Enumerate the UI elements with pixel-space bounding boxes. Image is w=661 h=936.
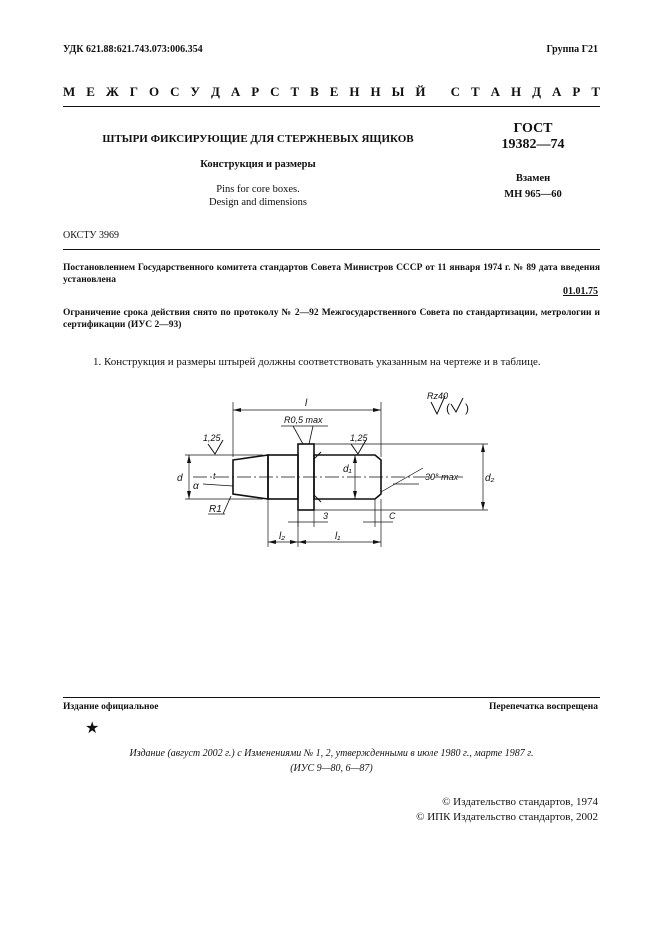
band-letter: Д [532,84,542,99]
band-letter [436,84,439,100]
band-letter: С [270,84,280,99]
band-letter: У [190,84,200,99]
band-letter: С [170,84,180,99]
band-letter: Е [86,84,95,99]
title-en-line1: Pins for core boxes. [216,184,300,195]
dim-t: t [213,471,216,481]
copyright-block [416,795,598,825]
band-letter: С [450,84,461,99]
star-icon: ★ [85,720,100,737]
band-letter: Т [471,84,480,99]
band-letter: Г [129,84,138,99]
dim-c: C [389,511,396,521]
band-letter: Р [572,84,581,99]
roughness-right: 1,25 [350,433,368,443]
band-letter: М [63,84,76,99]
chamfer-angle: 30° max [425,472,459,482]
band-letter: Т [290,84,300,99]
svg-text:(: ( [446,401,450,415]
copyright-1: © Издательство стандартов, 1974 [442,796,598,808]
footer-rule [63,697,600,698]
band-letter: Д [210,84,220,99]
standard-title-en [63,183,453,209]
dim-three: 3 [323,511,329,521]
dim-d: d [177,473,183,484]
edition-line2: (ИУС 9—80, 6—87) [290,763,373,774]
gost-code: 19382—74 [501,137,565,152]
band-letter: Н [349,84,360,99]
angle-alpha: α [193,481,199,492]
limitation-text: Ограничение срока действия снято по протоколу № 2—92 Межгосударственного Совета по стандартизации, метрологии и сертификации (ИУС 2—93) [63,308,600,330]
udk-code: УДК 621.88:621.743.073:006.354 [63,44,203,55]
copyright-2: © ИПК Издательство стандартов, 2002 [416,811,598,823]
paragraph-1: 1. Конструкция и размеры штырей должны соответствовать указанным на чертеже и в таблице. [93,356,541,368]
band-letter: Н [370,84,381,99]
dim-l2: l₂ [279,531,286,542]
reprint-prohibited: Перепечатка воспрещена [488,702,598,712]
gost-label: ГОСТ [513,121,553,136]
band-letter: Т [591,84,600,99]
gost-number [478,121,588,153]
pin-drawing [163,382,503,552]
fillet-radius: R0,5 max [284,415,323,425]
replaces-code: МН 965—60 [504,189,562,200]
roughness-left: 1,25 [203,433,221,443]
official-edition: Издание официальное [63,702,159,712]
band-letter: Ы [391,84,405,99]
dim-d2: d₂ [485,473,495,484]
band-letter: Н [511,84,522,99]
svg-text:): ) [465,401,469,415]
band-letter: А [230,84,241,99]
band-letter: В [310,84,319,99]
interstate-standard-band [63,84,600,100]
band-letter: Е [329,84,339,99]
okstu-code: ОКСТУ 3969 [63,230,120,241]
band-letter: Ж [105,84,119,99]
band-letter: Р [251,84,260,99]
header-rule [63,106,600,107]
roughness-general: Rz40 [427,391,449,401]
group-code: Группа Г21 [546,44,598,55]
dim-d1: d₁ [343,464,352,475]
title-en-line2: Design and dimensions [209,197,307,208]
replaces-block [478,171,588,203]
band-letter: А [490,84,501,99]
edition-line1: Издание (август 2002 г.) с Изменениями № 1, 2, утвержденными в июле 1980 г., марте 1987 г. [129,748,534,759]
band-letter: О [148,84,160,99]
dim-l: l [305,398,308,409]
okstu-rule [63,249,600,250]
band-letter: А [552,84,562,99]
band-letter: Й [415,84,426,99]
standard-subtitle: Конструкция и размеры [200,159,316,170]
radius-r1: R1 [209,504,222,515]
dim-l1: l₁ [335,531,341,542]
decree-text: Постановлением Государственного комитета стандартов Совета Министров СССР от 11 января 1974 г. № 89 дата введения установлена [63,263,600,285]
standard-title: ШТЫРИ ФИКСИРУЮЩИЕ ДЛЯ СТЕРЖНЕВЫХ ЯЩИКОВ [102,133,414,145]
effective-date: 01.01.75 [563,286,598,297]
replaces-label: Взамен [515,173,551,184]
edition-note [63,746,600,776]
